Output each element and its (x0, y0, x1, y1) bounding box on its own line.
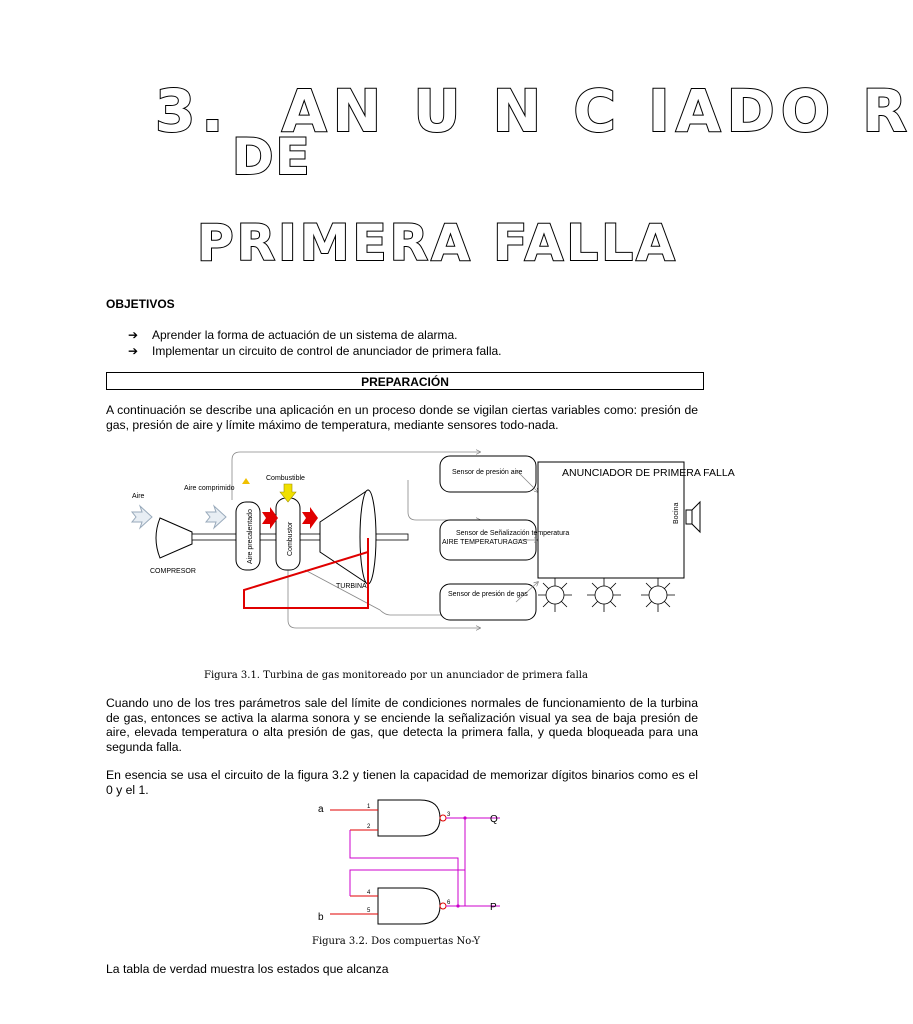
label-sensor-temp: Sensor de Señalización temperatura (456, 530, 570, 537)
annunciator-box (538, 462, 684, 578)
pin-2: 2 (367, 824, 371, 830)
horn-icon (692, 502, 700, 532)
objectives-heading: OBJETIVOS (106, 297, 175, 311)
lamp-icons (538, 578, 675, 612)
list-item (128, 343, 502, 359)
label-sensor-aire: Sensor de presión aire (452, 469, 523, 476)
label-aire: Aire (132, 493, 145, 500)
nand-gate-1 (378, 800, 440, 836)
label-q: Q (490, 814, 498, 825)
label-anunciador: ANUNCIADOR DE PRIMERA FALLA (562, 467, 735, 479)
label-sensor-gas: Sensor de presión de gas (448, 591, 528, 598)
paragraph-3: En esencia se usa el circuito de la figura 3.2 y tienen la capacidad de memorizar dígitos binarios como es el 0 y el 1. (106, 768, 698, 797)
objectives-list (128, 327, 502, 359)
objective-text: Aprender la forma de actuación de un sistema de alarma. (152, 328, 458, 342)
air-arrow-icon (132, 506, 152, 528)
figure-2-caption: Figura 3.2. Dos compuertas No-Y (312, 936, 481, 947)
pin-4: 4 (367, 890, 371, 896)
pin-6: 6 (447, 900, 451, 906)
turbine-diagram (120, 440, 760, 640)
label-compresor: COMPRESOR (150, 568, 196, 575)
pin-3: 3 (447, 812, 451, 818)
title-line-3: PRIMERA FALLA (197, 214, 678, 272)
nand-gates-diagram (310, 796, 510, 928)
label-combustible: Combustible (266, 475, 305, 482)
compressed-air-arrow-icon (206, 506, 226, 528)
label-a: a (318, 804, 324, 815)
label-b: b (318, 912, 324, 923)
nand-gate-2 (378, 888, 440, 924)
arrow-icon: ➔ (128, 328, 139, 342)
title-line-2: DE (232, 128, 312, 186)
label-aire-comprimido: Aire comprimido (184, 485, 235, 492)
pin-5: 5 (367, 908, 371, 914)
sensor-gas (440, 584, 536, 620)
label-sensor-temp-2: AIRE TEMPERATURAGAS (442, 539, 528, 546)
label-aire-precalentado: Aire precalentado (247, 509, 254, 564)
preparation-heading: PREPARACIÓN (106, 372, 704, 390)
list-item (128, 327, 502, 343)
small-arrow-icon (242, 478, 250, 484)
paragraph-4: La tabla de verdad muestra los estados que alcanza (106, 962, 389, 976)
label-combustor: Combustor (287, 521, 294, 556)
label-p: P (490, 902, 497, 913)
arrow-icon: ➔ (128, 344, 139, 358)
compressor-shape (156, 518, 192, 558)
figure-1-caption: Figura 3.1. Turbina de gas monitoreado por un anunciador de primera falla (204, 670, 588, 681)
title-line-1: 3. AN U N C IADO R (155, 77, 913, 145)
label-bocina: Bocina (673, 502, 680, 524)
paragraph-1: A continuación se describe una aplicación en un proceso donde se vigilan ciertas variables como: presión de gas, presión de aire y límite máximo de temperatura, mediante sensores todo-nada. (106, 403, 698, 432)
label-turbina: TURBINA (336, 583, 367, 590)
pin-1: 1 (367, 804, 371, 810)
objective-text: Implementar un circuito de control de anunciador de primera falla. (152, 344, 502, 358)
red-arrow-icon (302, 507, 318, 529)
paragraph-2: Cuando uno de los tres parámetros sale del límite de condiciones normales de funcionamiento de la turbina de gas, entonces se activa la alarma sonora y se enciende la señalización visual ya sea de baja presión de aire, elevada temperatura o alta presión de gas, que detecta la primera falla, y queda bloqueada para una segunda falla. (106, 696, 698, 754)
